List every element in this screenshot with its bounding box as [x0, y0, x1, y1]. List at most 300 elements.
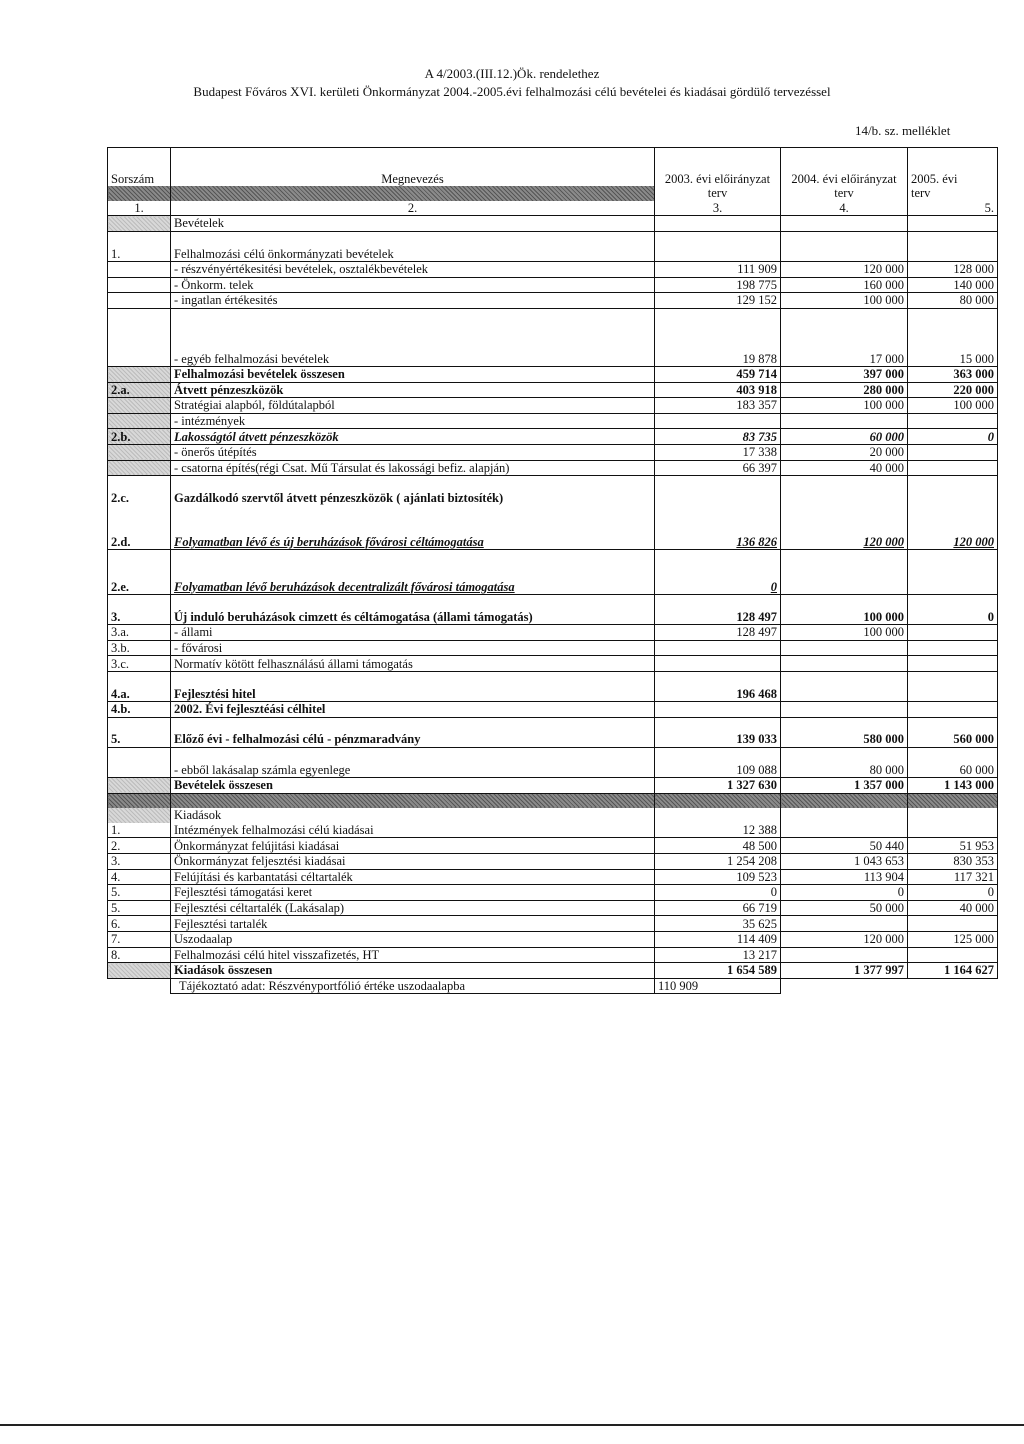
row-label: Előző évi - felhalmozási célú - pénzmaradvány	[171, 732, 655, 747]
table-row	[108, 916, 998, 932]
table-row	[108, 398, 998, 414]
row-label: Intézmények felhalmozási célú kiadásai	[171, 823, 655, 838]
row-value-2003	[655, 594, 781, 609]
row-label	[171, 565, 655, 580]
row-value-2004	[781, 323, 908, 351]
header-shade-cell	[171, 186, 655, 201]
row-value-2004	[781, 916, 908, 932]
row-value-2005: 128 000	[908, 261, 998, 277]
row-value-2003: 139 033	[655, 732, 781, 747]
row-sorszam	[108, 351, 171, 366]
row-sorszam: 3.c.	[108, 656, 171, 672]
table-row	[108, 413, 998, 429]
row-value-2005	[908, 747, 998, 762]
table-row	[108, 444, 998, 460]
row-label: Normatív kötött felhasználású állami támogatás	[171, 656, 655, 672]
row-value-2003	[655, 793, 781, 808]
table-row	[108, 823, 998, 838]
row-value-2003: 109 088	[655, 762, 781, 777]
row-value-2005: 140 000	[908, 277, 998, 293]
header-2005: 2005. évi	[908, 148, 998, 187]
row-value-2004: 50 440	[781, 838, 908, 854]
table-row	[108, 717, 998, 732]
row-sorszam: 1.	[108, 823, 171, 838]
row-value-2004	[781, 246, 908, 261]
row-label: - ingatlan értékesités	[171, 293, 655, 309]
table-row	[108, 216, 998, 232]
table-row	[108, 900, 998, 916]
row-value-2003	[655, 231, 781, 246]
row-label	[171, 550, 655, 565]
table-row	[108, 656, 998, 672]
row-value-2004: 160 000	[781, 277, 908, 293]
row-label: Kiadások összesen	[171, 963, 655, 979]
row-value-2003: 403 918	[655, 382, 781, 398]
row-value-2004: 20 000	[781, 444, 908, 460]
table-row	[108, 640, 998, 656]
row-sorszam: 2.e.	[108, 579, 171, 594]
row-value-2003: 0	[655, 885, 781, 901]
table-row	[108, 793, 998, 808]
row-value-2004: 280 000	[781, 382, 908, 398]
row-sorszam	[108, 565, 171, 580]
row-value-2005	[908, 565, 998, 580]
row-sorszam	[108, 323, 171, 351]
table-row	[108, 293, 998, 309]
row-value-2003	[655, 413, 781, 429]
document-reference: A 4/2003.(III.12.)Ök. rendelethez	[424, 66, 600, 81]
row-label: - állami	[171, 625, 655, 641]
row-value-2003: 48 500	[655, 838, 781, 854]
row-value-2003	[655, 550, 781, 565]
row-value-2004	[781, 702, 908, 718]
row-value-2005: 1 143 000	[908, 777, 998, 793]
row-value-2003: 109 523	[655, 869, 781, 885]
row-value-2004	[781, 747, 908, 762]
row-label	[171, 231, 655, 246]
row-value-2004: 120 000	[781, 931, 908, 947]
row-value-2004: 1 357 000	[781, 777, 908, 793]
row-sorszam: 7.	[108, 931, 171, 947]
table-row	[108, 777, 998, 793]
row-value-2005: 117 321	[908, 869, 998, 885]
row-label: Gazdálkodó szervtől átvett pénzeszközök ( ajánlati biztosíték)	[171, 491, 655, 506]
row-value-2005	[908, 947, 998, 963]
row-label: Bevételek összesen	[171, 777, 655, 793]
row-value-2003	[655, 246, 781, 261]
row-value-2004	[781, 476, 908, 491]
row-label: - egyéb felhalmozási bevételek	[171, 351, 655, 366]
row-value-2003: 66 719	[655, 900, 781, 916]
row-value-2003: 19 878	[655, 351, 781, 366]
table-row	[108, 702, 998, 718]
row-sorszam	[108, 520, 171, 535]
row-value-2003: 196 468	[655, 686, 781, 701]
column-number-4: 4.	[781, 201, 908, 216]
row-value-2003: 17 338	[655, 444, 781, 460]
row-value-2005	[908, 793, 998, 808]
row-label: Lakosságtól átvett pénzeszközök	[171, 429, 655, 445]
row-sorszam: 5.	[108, 885, 171, 901]
row-label: Önkormányzat felújitási kiadásai	[171, 838, 655, 854]
row-value-2003	[655, 505, 781, 520]
row-value-2005	[908, 413, 998, 429]
table-row	[108, 686, 998, 701]
row-value-2005: 220 000	[908, 382, 998, 398]
row-value-2004: 100 000	[781, 609, 908, 624]
table-row	[108, 609, 998, 624]
row-sorszam: 3.a.	[108, 625, 171, 641]
row-value-2005	[908, 520, 998, 535]
row-label	[171, 476, 655, 491]
row-value-2005	[908, 579, 998, 594]
row-value-2005	[908, 460, 998, 476]
row-label: Fejlesztési céltartalék (Lakásalap)	[171, 900, 655, 916]
row-value-2005	[908, 231, 998, 246]
table-row	[108, 476, 998, 491]
row-sorszam	[108, 293, 171, 309]
table-row	[108, 308, 998, 323]
footnote-spacer	[908, 978, 998, 994]
row-value-2005: 363 000	[908, 366, 998, 382]
table-row	[108, 261, 998, 277]
row-sorszam	[108, 505, 171, 520]
row-value-2004: 120 000	[781, 534, 908, 549]
row-label: Átvett pénzeszközök	[171, 382, 655, 398]
row-value-2003: 35 625	[655, 916, 781, 932]
row-sorszam	[108, 308, 171, 323]
row-value-2004	[781, 505, 908, 520]
row-value-2005	[908, 823, 998, 838]
row-sorszam	[108, 671, 171, 686]
row-value-2005	[908, 671, 998, 686]
row-value-2005	[908, 594, 998, 609]
row-value-2005: 80 000	[908, 293, 998, 309]
row-label: - intézmények	[171, 413, 655, 429]
row-value-2003: 0	[655, 579, 781, 594]
row-value-2004: 1 043 653	[781, 853, 908, 869]
row-value-2003: 129 152	[655, 293, 781, 309]
row-value-2004	[781, 308, 908, 323]
table-row	[108, 963, 998, 979]
row-sorszam: 2.b.	[108, 429, 171, 445]
footnote-value: 110 909	[655, 978, 781, 994]
row-value-2003	[655, 717, 781, 732]
row-label: 2002. Évi fejlesztéási célhitel	[171, 702, 655, 718]
row-value-2003	[655, 476, 781, 491]
row-label: Uszodaalap	[171, 931, 655, 947]
header-megnevezes: Megnevezés	[171, 148, 655, 187]
row-value-2003: 198 775	[655, 277, 781, 293]
table-row	[108, 625, 998, 641]
row-value-2003	[655, 520, 781, 535]
row-value-2003	[655, 640, 781, 656]
row-label	[171, 671, 655, 686]
table-row	[108, 671, 998, 686]
row-value-2004	[781, 793, 908, 808]
row-value-2003	[655, 656, 781, 672]
row-value-2005	[908, 323, 998, 351]
row-value-2003	[655, 308, 781, 323]
row-sorszam	[108, 366, 171, 382]
table-row	[108, 231, 998, 246]
row-value-2005	[908, 444, 998, 460]
row-sorszam: 5.	[108, 732, 171, 747]
row-label: Folyamatban lévő beruházások decentralizált fővárosi támogatása	[171, 579, 655, 594]
row-label: Fejlesztési hitel	[171, 686, 655, 701]
row-sorszam	[108, 717, 171, 732]
header-shade-cell	[108, 186, 171, 201]
table-row	[108, 460, 998, 476]
row-label: Folyamatban lévő és új beruházások fővárosi céltámogatása	[171, 534, 655, 549]
row-sorszam	[108, 277, 171, 293]
header-terv-2003: terv	[655, 186, 781, 201]
table-row	[108, 732, 998, 747]
table-row	[108, 579, 998, 594]
row-value-2003	[655, 702, 781, 718]
row-value-2005: 125 000	[908, 931, 998, 947]
row-value-2004	[781, 808, 908, 823]
row-label: Felhalmozási célú hitel visszafizetés, HT	[171, 947, 655, 963]
row-value-2004	[781, 231, 908, 246]
row-sorszam	[108, 216, 171, 232]
column-number-1: 1.	[108, 201, 171, 216]
row-sorszam: 2.a.	[108, 382, 171, 398]
footnote-label: Tájékoztató adat: Részvényportfólió értéke uszodaalapba	[171, 978, 655, 994]
row-sorszam: 4.a.	[108, 686, 171, 701]
row-value-2003: 83 735	[655, 429, 781, 445]
row-sorszam: 8.	[108, 947, 171, 963]
row-sorszam	[108, 963, 171, 979]
row-value-2005	[908, 476, 998, 491]
row-sorszam	[108, 261, 171, 277]
row-value-2005	[908, 550, 998, 565]
column-number-2: 2.	[171, 201, 655, 216]
row-sorszam	[108, 460, 171, 476]
row-value-2004: 120 000	[781, 261, 908, 277]
row-sorszam: 3.	[108, 609, 171, 624]
row-sorszam: 3.b.	[108, 640, 171, 656]
row-value-2005	[908, 625, 998, 641]
row-value-2004	[781, 565, 908, 580]
row-value-2003: 183 357	[655, 398, 781, 414]
table-row	[108, 931, 998, 947]
row-label: Stratégiai alapból, földútalapból	[171, 398, 655, 414]
row-value-2005	[908, 308, 998, 323]
row-value-2004	[781, 717, 908, 732]
table-row	[108, 594, 998, 609]
row-sorszam: 4.b.	[108, 702, 171, 718]
row-value-2004: 100 000	[781, 293, 908, 309]
row-value-2005: 51 953	[908, 838, 998, 854]
table-row	[108, 351, 998, 366]
row-value-2004: 100 000	[781, 625, 908, 641]
table-row	[108, 520, 998, 535]
row-sorszam	[108, 747, 171, 762]
row-value-2005: 560 000	[908, 732, 998, 747]
row-value-2003	[655, 565, 781, 580]
row-value-2004	[781, 491, 908, 506]
row-sorszam	[108, 476, 171, 491]
row-value-2004	[781, 947, 908, 963]
row-value-2005	[908, 916, 998, 932]
row-value-2003: 128 497	[655, 609, 781, 624]
row-value-2003	[655, 323, 781, 351]
row-value-2004	[781, 520, 908, 535]
row-label: Felújítási és karbantatási céltartalék	[171, 869, 655, 885]
row-value-2003	[655, 808, 781, 823]
row-label	[171, 308, 655, 323]
row-value-2005: 60 000	[908, 762, 998, 777]
row-value-2005: 100 000	[908, 398, 998, 414]
row-value-2004: 50 000	[781, 900, 908, 916]
row-label	[171, 323, 655, 351]
document-title: Budapest Főváros XVI. kerületi Önkormányzat 2004.-2005.évi felhalmozási célú bevételei és kiadásai gördülő tervezéssel	[193, 84, 831, 99]
row-value-2004	[781, 671, 908, 686]
row-value-2005: 0	[908, 885, 998, 901]
column-number-3: 3.	[655, 201, 781, 216]
table-header	[108, 148, 998, 216]
row-sorszam: 6.	[108, 916, 171, 932]
header-sorszam: Sorszám	[108, 148, 171, 187]
row-value-2005	[908, 246, 998, 261]
row-value-2004: 580 000	[781, 732, 908, 747]
budget-table	[107, 147, 998, 994]
table-row	[108, 838, 998, 854]
row-value-2003	[655, 491, 781, 506]
row-value-2003	[655, 216, 781, 232]
row-label: Kiadások	[171, 808, 655, 823]
row-sorszam	[108, 777, 171, 793]
row-sorszam	[108, 808, 171, 823]
row-label	[171, 793, 655, 808]
row-value-2005	[908, 216, 998, 232]
footnote-spacer	[781, 978, 908, 994]
row-value-2005	[908, 717, 998, 732]
header-terv-2005: terv	[908, 186, 998, 201]
row-sorszam	[108, 762, 171, 777]
row-value-2005: 0	[908, 429, 998, 445]
table-row	[108, 534, 998, 549]
header-terv-2004: terv	[781, 186, 908, 201]
row-value-2003: 1 327 630	[655, 777, 781, 793]
table-row	[108, 808, 998, 823]
header-2004: 2004. évi előirányzat	[781, 148, 908, 187]
page-bottom-rule	[0, 1424, 1024, 1426]
row-label: - ebből lakásalap számla egyenlege	[171, 762, 655, 777]
footnote-spacer	[108, 978, 171, 994]
row-value-2005	[908, 808, 998, 823]
row-sorszam	[108, 398, 171, 414]
row-value-2004	[781, 640, 908, 656]
table-row	[108, 366, 998, 382]
table-row	[108, 246, 998, 261]
table-row	[108, 505, 998, 520]
table-body	[108, 216, 998, 979]
row-value-2004: 60 000	[781, 429, 908, 445]
row-sorszam: 2.c.	[108, 491, 171, 506]
row-sorszam: 5.	[108, 900, 171, 916]
row-value-2004	[781, 216, 908, 232]
row-label: - önerős útépítés	[171, 444, 655, 460]
table-row	[108, 853, 998, 869]
row-label	[171, 594, 655, 609]
row-value-2003: 459 714	[655, 366, 781, 382]
row-value-2003: 1 254 208	[655, 853, 781, 869]
row-value-2003: 136 826	[655, 534, 781, 549]
row-value-2003: 128 497	[655, 625, 781, 641]
row-value-2005	[908, 656, 998, 672]
row-value-2005	[908, 505, 998, 520]
row-value-2005: 0	[908, 609, 998, 624]
column-number-5: 5.	[908, 201, 998, 216]
table-row	[108, 429, 998, 445]
row-sorszam: 2.	[108, 838, 171, 854]
table-row	[108, 762, 998, 777]
row-value-2005: 1 164 627	[908, 963, 998, 979]
row-value-2005: 830 353	[908, 853, 998, 869]
row-value-2004	[781, 579, 908, 594]
row-label: - részvényértékesitési bevételek, osztalékbevételek	[171, 261, 655, 277]
row-label	[171, 747, 655, 762]
row-value-2003: 13 217	[655, 947, 781, 963]
row-label	[171, 505, 655, 520]
annex-label: 14/b. sz. melléklet	[855, 123, 951, 138]
row-value-2005	[908, 702, 998, 718]
row-value-2004: 1 377 997	[781, 963, 908, 979]
row-sorszam	[108, 231, 171, 246]
row-value-2004	[781, 594, 908, 609]
row-value-2005	[908, 640, 998, 656]
row-sorszam: 3.	[108, 853, 171, 869]
row-value-2005	[908, 686, 998, 701]
row-value-2003: 1 654 589	[655, 963, 781, 979]
table-row	[108, 491, 998, 506]
row-sorszam	[108, 444, 171, 460]
header-2003: 2003. évi előirányzat	[655, 148, 781, 187]
row-label: - csatorna építés(régi Csat. Mű Társulat és lakossági befiz. alapján)	[171, 460, 655, 476]
row-sorszam	[108, 413, 171, 429]
row-label	[171, 520, 655, 535]
row-sorszam: 4.	[108, 869, 171, 885]
row-value-2004: 113 904	[781, 869, 908, 885]
row-value-2004	[781, 823, 908, 838]
row-value-2004: 40 000	[781, 460, 908, 476]
row-sorszam	[108, 793, 171, 808]
table-row	[108, 323, 998, 351]
row-value-2003: 66 397	[655, 460, 781, 476]
row-value-2005: 120 000	[908, 534, 998, 549]
row-value-2004: 397 000	[781, 366, 908, 382]
table-row	[108, 885, 998, 901]
row-value-2004	[781, 686, 908, 701]
row-label: Önkormányzat feljesztési kiadásai	[171, 853, 655, 869]
row-value-2004: 100 000	[781, 398, 908, 414]
table-row	[108, 382, 998, 398]
row-sorszam	[108, 550, 171, 565]
row-label	[171, 717, 655, 732]
row-label: - Önkorm. telek	[171, 277, 655, 293]
row-value-2005: 15 000	[908, 351, 998, 366]
row-value-2004	[781, 656, 908, 672]
row-label: Bevételek	[171, 216, 655, 232]
row-value-2004	[781, 550, 908, 565]
row-sorszam	[108, 594, 171, 609]
row-label: Felhalmozási bevételek összesen	[171, 366, 655, 382]
table-row	[108, 550, 998, 565]
row-value-2003: 12 388	[655, 823, 781, 838]
row-value-2004: 80 000	[781, 762, 908, 777]
